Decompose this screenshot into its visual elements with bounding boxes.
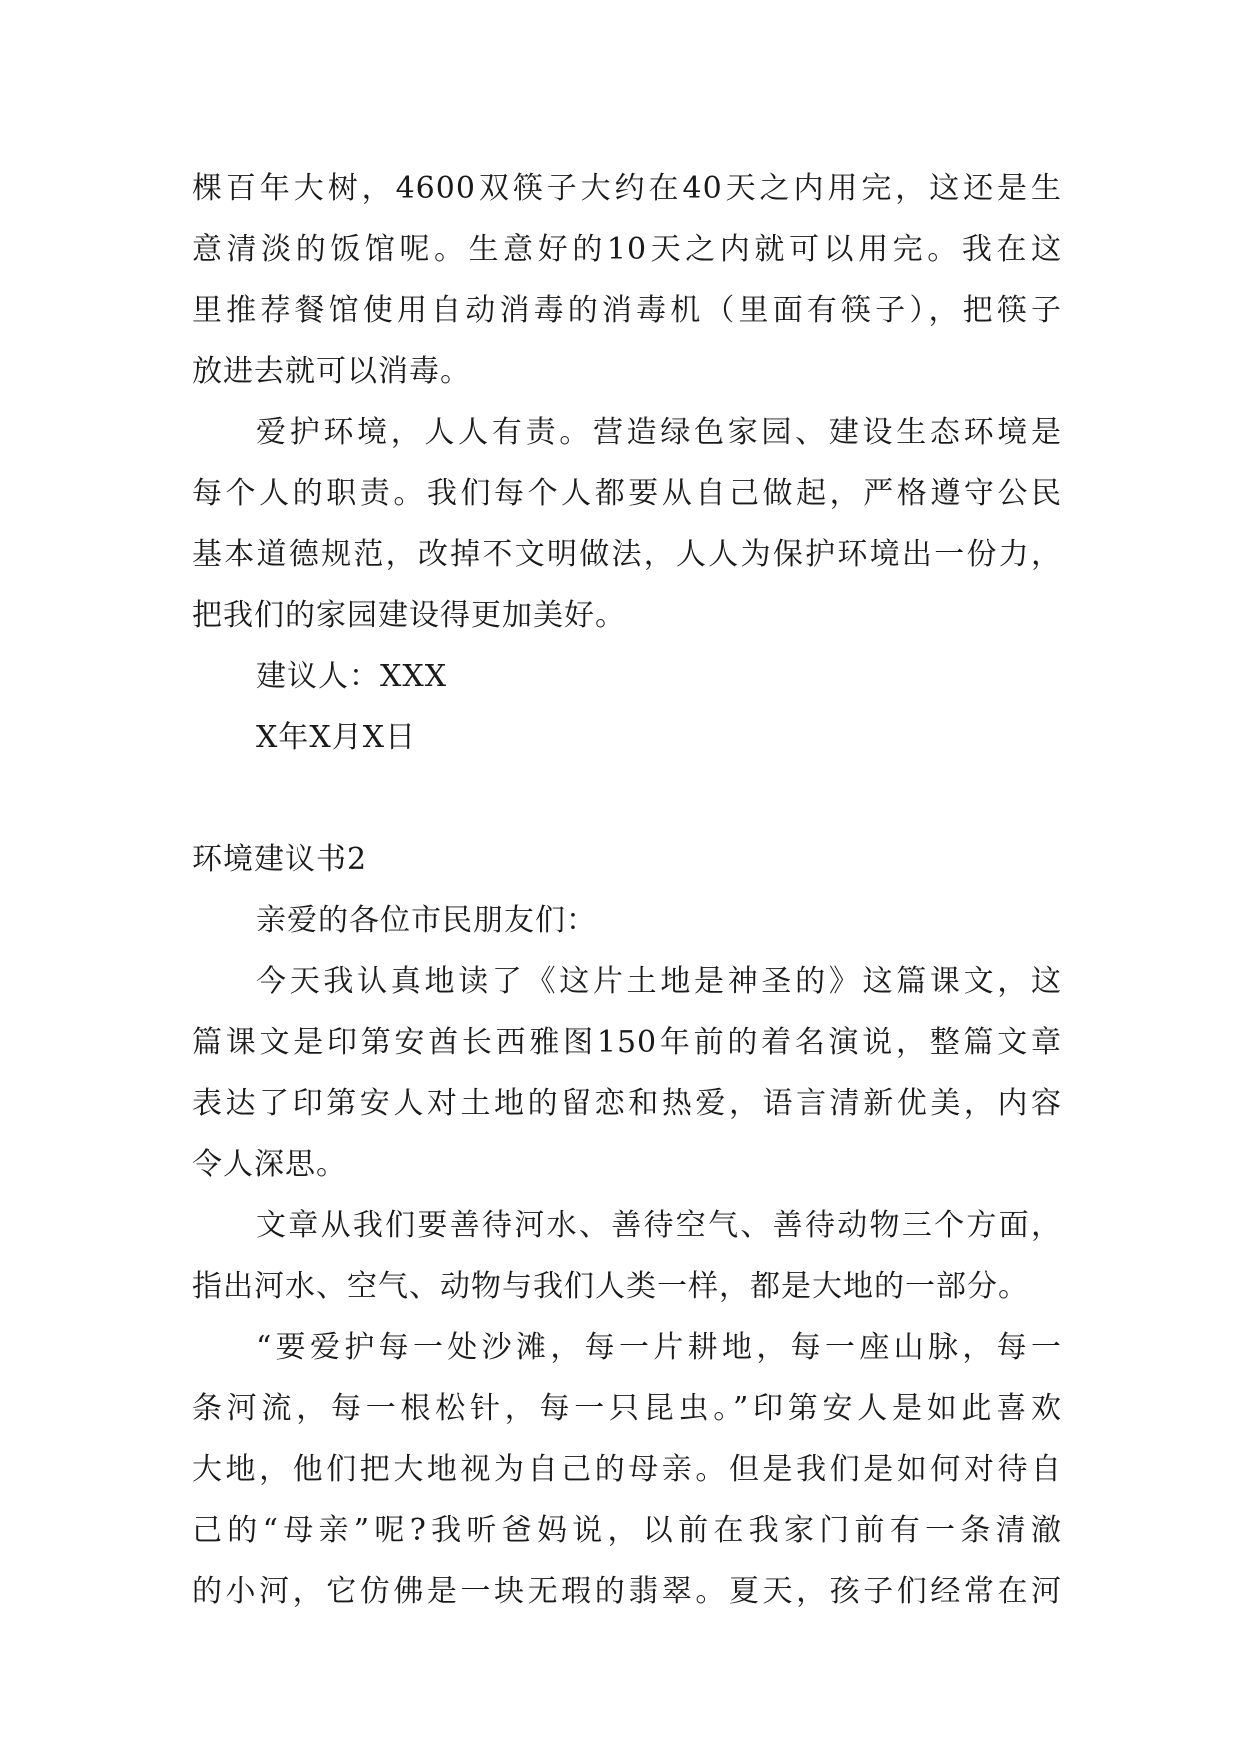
text-line: 棵百年大树，4600双筷子大约在40天之内用完，这还是生 bbox=[192, 171, 1062, 206]
text-line: 里推荐餐馆使用自动消毒的消毒机（里面有筷子），把筷子 bbox=[192, 293, 1062, 328]
date: X年X月X日 bbox=[256, 720, 417, 755]
paragraph-protect-environment bbox=[192, 402, 1062, 646]
text-line: 放进去就可以消毒。 bbox=[192, 354, 471, 389]
greeting: 亲爱的各位市民朋友们： bbox=[256, 903, 597, 938]
text-line: 大地，他们把大地视为自己的母亲。但是我们是如何对待自 bbox=[192, 1452, 1062, 1487]
paragraph-lesson bbox=[192, 951, 1062, 1195]
paragraph-three-aspects bbox=[192, 1195, 1062, 1317]
text-line: 意清淡的饭馆呢。生意好的10天之内就可以用完。我在这 bbox=[192, 232, 1062, 267]
text-line: 把我们的家园建设得更加美好。 bbox=[192, 598, 626, 633]
text-line: 指出河水、空气、动物与我们人类一样，都是大地的一部分。 bbox=[192, 1269, 1029, 1304]
section-title: 环境建议书2 bbox=[192, 842, 368, 877]
paragraph-quote bbox=[192, 1317, 1062, 1622]
text-line: 条河流，每一根松针，每一只昆虫。”印第安人是如此喜欢 bbox=[192, 1391, 1062, 1426]
text-line: 爱护环境，人人有责。营造绿色家园、建设生态环境是 bbox=[256, 415, 1062, 450]
text-line: 文章从我们要善待河水、善待空气、善待动物三个方面， bbox=[256, 1208, 1062, 1243]
text-line: 今天我认真地读了《这片土地是神圣的》这篇课文，这 bbox=[256, 964, 1062, 999]
signature: 建议人：XXX bbox=[256, 659, 448, 694]
text-line: 己的“母亲”呢?我听爸妈说，以前在我家门前有一条清澈 bbox=[192, 1513, 1062, 1548]
text-line: 基本道德规范，改掉不文明做法，人人为保护环境出一份力， bbox=[192, 537, 1062, 572]
text-line: 篇课文是印第安酋长西雅图150年前的着名演说，整篇文章 bbox=[192, 1025, 1062, 1060]
text-line: 每个人的职责。我们每个人都要从自己做起，严格遵守公民 bbox=[192, 476, 1062, 511]
text-line: 表达了印第安人对土地的留恋和热爱，语言清新优美，内容 bbox=[192, 1086, 1062, 1121]
text-line: 令人深思。 bbox=[192, 1147, 347, 1182]
section-spacer bbox=[192, 768, 1062, 829]
text-line: “要爱护每一处沙滩，每一片耕地，每一座山脉，每一 bbox=[256, 1330, 1062, 1365]
paragraph-chopsticks bbox=[192, 158, 1062, 402]
text-line: 的小河，它仿佛是一块无瑕的翡翠。夏天，孩子们经常在河 bbox=[192, 1574, 1062, 1609]
document-body bbox=[192, 158, 1062, 1622]
